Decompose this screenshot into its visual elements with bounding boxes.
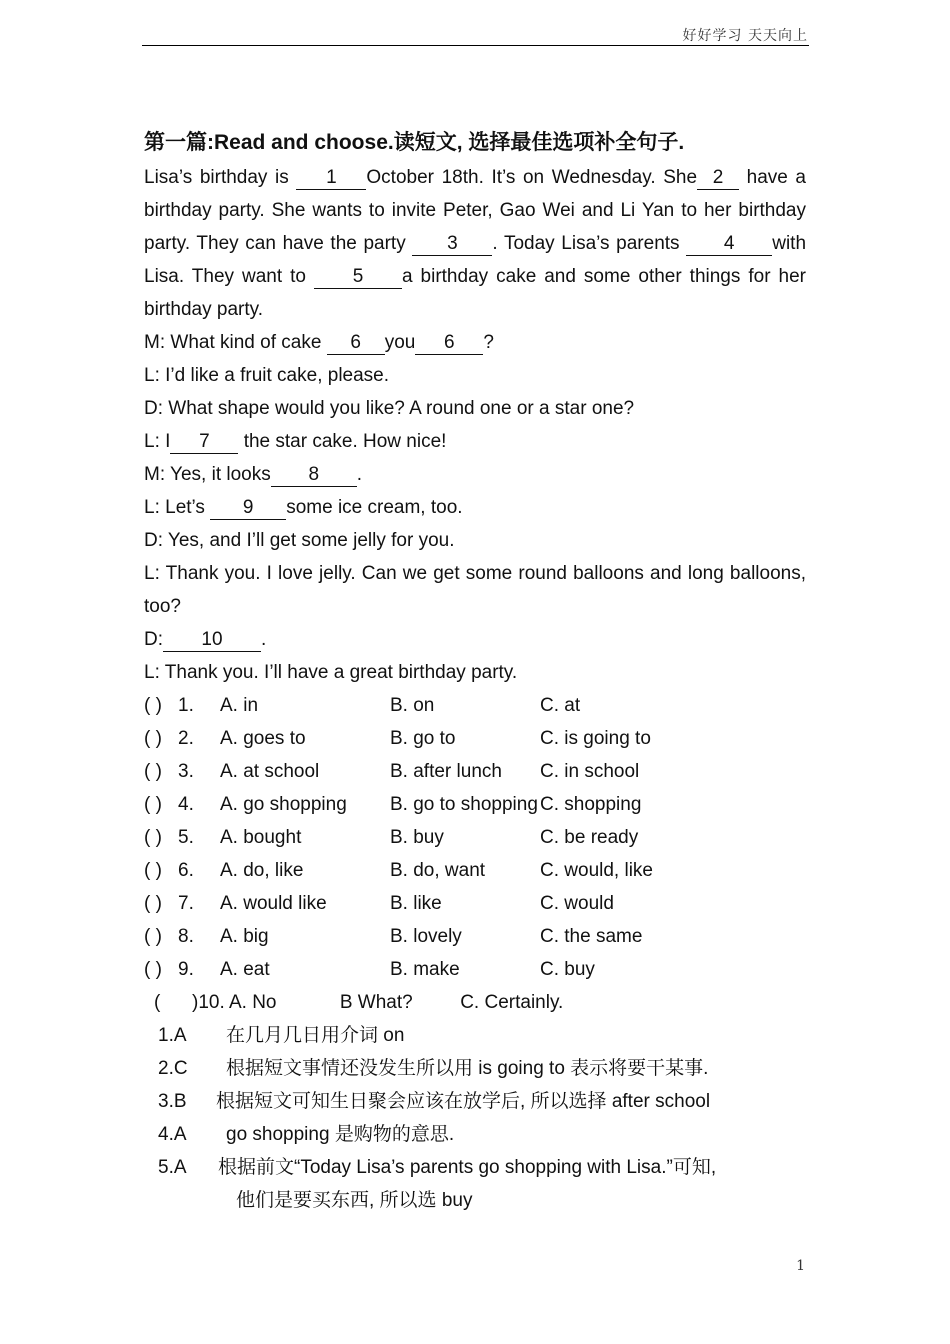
answer-explanation: 在几月几日用介词 on (226, 1025, 405, 1046)
passage (144, 161, 806, 326)
answer-paren: ( ) (144, 893, 162, 914)
blank-2: 2 (697, 167, 739, 190)
option-c: C. in school (540, 761, 640, 782)
option-b: B. on (390, 695, 435, 716)
answer-row (144, 1118, 806, 1151)
header-rule (142, 45, 809, 46)
passage-text: with Lisa. They want to (144, 233, 807, 287)
option-a: A. big (220, 926, 269, 947)
question-row (144, 788, 806, 821)
dialogue-text: some ice cream, too. (286, 497, 463, 518)
option-a: A. in (220, 695, 259, 716)
option-a: A. goes to (220, 728, 306, 749)
answer-number: 1.A (158, 1025, 187, 1046)
answer-continuation: 他们是要买东西, 所以选 buy (236, 1190, 473, 1211)
passage-text: a birthday cake and some other things for her birthday party. (144, 266, 806, 320)
question-number: 9. (178, 959, 194, 980)
option-a: A. eat (220, 959, 270, 980)
option-b: B. like (390, 893, 442, 914)
question-row (144, 821, 806, 854)
answer-explanation: 根据前文“Today Lisa’s parents go shopping with Lisa.”可知, (218, 1157, 717, 1178)
blank-5: 5 (314, 266, 402, 289)
dialogue-text: the star cake. How nice! (243, 431, 447, 452)
answer-number: 5.A (158, 1157, 187, 1178)
option-a: A. do, like (220, 860, 304, 881)
answer-paren: ( ) (144, 926, 162, 947)
question-number: 6. (178, 860, 194, 881)
option-b: B. go to (390, 728, 456, 749)
passage-text: have a birthday party. She wants to invite Peter, Gao Wei and Li Yan to her birthday party. They can have the party (144, 167, 807, 254)
option-a: A. would like (220, 893, 327, 914)
dialogue-text: ? (483, 332, 494, 353)
dialogue-text: . (356, 464, 363, 485)
option-b: B. go to shopping (390, 794, 538, 815)
dialogue-line: D: What shape would you like? A round one or a star one? (144, 398, 635, 419)
blank-1: 1 (296, 167, 366, 190)
blank-9: 9 (210, 497, 286, 520)
option-c: C. shopping (540, 794, 642, 815)
option-c: C. be ready (540, 827, 639, 848)
answer-row (144, 1151, 806, 1184)
question-number: 7. (178, 893, 194, 914)
blank-6b: 6 (415, 332, 483, 355)
option-b: B. lovely (390, 926, 462, 947)
question-row (144, 920, 806, 953)
answer-paren: ( ) (144, 761, 162, 782)
dialogue-line (144, 623, 806, 656)
blank-4: 4 (686, 233, 772, 256)
blank-8: 8 (271, 464, 357, 487)
question-number: 3. (178, 761, 194, 782)
passage-text: October 18th. It’s on Wednesday. She (366, 167, 698, 188)
blank-3: 3 (412, 233, 492, 256)
option-b: B. do, want (390, 860, 486, 881)
answer-row (144, 1085, 806, 1118)
option-c: C. the same (540, 926, 643, 947)
dialogue-text: D: (144, 629, 163, 650)
question-row (144, 854, 806, 887)
answer-paren: ( ) (144, 827, 162, 848)
question-row (144, 887, 806, 920)
option-a: A. at school (220, 761, 320, 782)
answer-key (144, 1019, 806, 1217)
option-c: C. buy (540, 959, 595, 980)
document-body (144, 125, 806, 1217)
question-list (144, 689, 806, 1019)
question-row (144, 953, 806, 986)
option-b: B. make (390, 959, 460, 980)
question-row (144, 689, 806, 722)
section-title: 第一篇:Read and choose.读短文, 选择最佳选项补全句子. (144, 131, 685, 154)
option-a: A. bought (220, 827, 302, 848)
dialogue-line: L: I’d like a fruit cake, please. (144, 365, 390, 386)
answer-explanation: 根据短文事情还没发生所以用 is going to 表示将要干某事. (226, 1058, 709, 1079)
dialogue-line (144, 326, 806, 359)
answer-explanation: go shopping 是购物的意思. (226, 1124, 455, 1145)
dialogue-line: L: Thank you. I love jelly. Can we get some round balloons and long balloons, too? (144, 563, 806, 617)
dialogue-text: L: I (144, 431, 171, 452)
question-row (144, 755, 806, 788)
question-number: 2. (178, 728, 194, 749)
answer-paren: ( ) (144, 728, 162, 749)
dialogue-text: . (261, 629, 267, 650)
answer-row (144, 1019, 806, 1052)
question-number: 1. (178, 695, 194, 716)
dialogue-line: D: Yes, and I’ll get some jelly for you. (144, 530, 455, 551)
page-number: 1 (796, 1258, 805, 1274)
answer-paren: ( ) (144, 695, 162, 716)
blank-7: 7 (170, 431, 238, 454)
question-number: 5. (178, 827, 194, 848)
dialogue-text: L: Let’s (144, 497, 205, 518)
question-number: 4. (178, 794, 194, 815)
answer-row (144, 1052, 806, 1085)
option-c: C. would, like (540, 860, 653, 881)
dialogue-text: M: What kind of cake (144, 332, 322, 353)
answer-paren: ( ) (144, 794, 162, 815)
passage-text: Lisa’s birthday is (144, 167, 289, 188)
answer-number: 2.C (158, 1058, 188, 1079)
dialogue-line (144, 491, 806, 524)
blank-10: 10 (163, 629, 261, 652)
answer-number: 3.B (158, 1091, 187, 1112)
dialogue-line (144, 425, 806, 458)
dialogue-line: L: Thank you. I’ll have a great birthday party. (144, 662, 518, 683)
answer-paren: ( ) (144, 959, 162, 980)
option-c: C. would (540, 893, 614, 914)
question-row: ( )10. A. No B What? C. Certainly. (154, 992, 564, 1013)
answer-paren: ( ) (144, 860, 162, 881)
answer-number: 4.A (158, 1124, 187, 1145)
dialogue-text: M: Yes, it looks (144, 464, 271, 485)
passage-text: . Today Lisa’s parents (492, 233, 680, 254)
question-row (144, 722, 806, 755)
blank-6a: 6 (327, 332, 385, 355)
option-a: A. go shopping (220, 794, 347, 815)
dialogue-line (144, 458, 806, 491)
option-b: B. buy (390, 827, 444, 848)
option-c: C. is going to (540, 728, 651, 749)
answer-explanation: 根据短文可知生日聚会应该在放学后, 所以选择 after school (216, 1091, 711, 1112)
question-number: 8. (178, 926, 194, 947)
option-b: B. after lunch (390, 761, 502, 782)
dialogue-text: you (384, 332, 416, 353)
header-text: 好好学习 天天向上 (682, 28, 808, 44)
option-c: C. at (540, 695, 581, 716)
